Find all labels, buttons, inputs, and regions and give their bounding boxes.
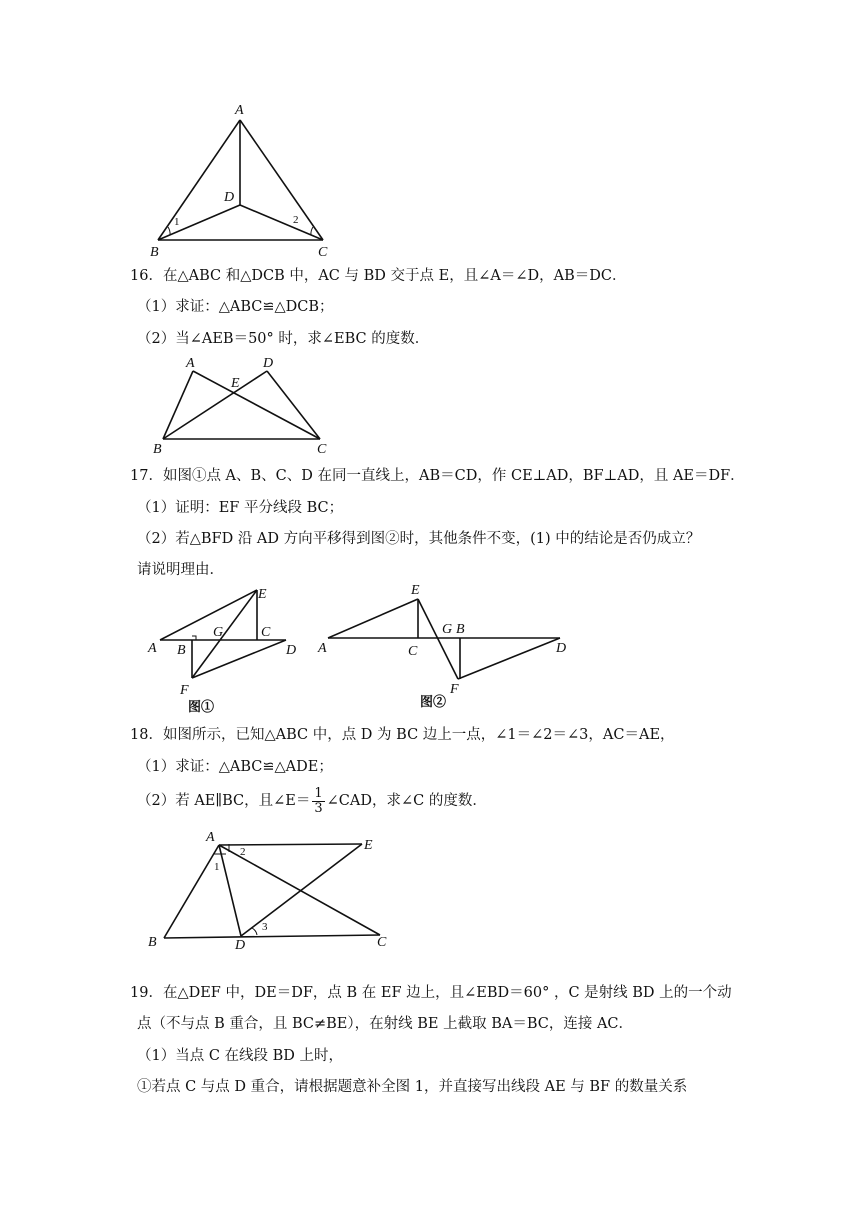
label-d: D	[235, 938, 246, 953]
label-c: C	[318, 245, 328, 260]
q18-part2-pre: （2）若 AE∥BC，且∠E＝	[137, 793, 311, 809]
angle-3-label: 3	[262, 921, 268, 933]
label-b: B	[456, 622, 465, 637]
q18-part2	[137, 786, 487, 816]
angle-1-label: 1	[174, 216, 180, 228]
q18-part1: （1）求证：△ABC≌△ADE；	[137, 759, 333, 775]
label-b: B	[153, 442, 162, 457]
label-b: B	[148, 935, 157, 950]
q19-stem: 19．在△DEF 中，DE＝DF，点 B 在 EF 边上，且∠EBD＝60° ，C 是射线 BD 上的一个动	[130, 985, 732, 1001]
label-c: C	[377, 935, 387, 950]
angle-2-label: 2	[240, 846, 246, 858]
label-f: F	[180, 683, 189, 698]
fig-caption-2: 图②	[420, 694, 447, 709]
q19-part1: （1）当点 C 在线段 BD 上时，	[137, 1048, 344, 1064]
label-d: D	[286, 643, 297, 658]
label-a: A	[186, 356, 195, 371]
label-b: B	[177, 643, 186, 658]
label-c: C	[317, 442, 327, 457]
q17-part1: （1）证明：EF 平分线段 BC；	[137, 500, 344, 516]
label-d: D	[556, 641, 567, 656]
label-c: C	[408, 644, 418, 659]
q19-stem-cont: 点（不与点 B 重合，且 BC≠BE），在射线 BE 上截取 BA＝BC，连接 AC．	[137, 1016, 634, 1032]
fraction-denominator: 3	[314, 800, 323, 816]
figure-q17-1	[140, 580, 310, 720]
q18-stem: 18．如图所示，已知△ABC 中，点 D 为 BC 边上一点，∠1＝∠2＝∠3，AC＝AE，	[130, 727, 675, 743]
figure-q15	[140, 98, 340, 260]
q16-part1: （1）求证：△ABC≌△DCB；	[137, 299, 334, 315]
q17-stem: 17．如图①点 A、B、C、D 在同一直线上，AB＝CD，作 CE⊥AD，BF⊥AD，且 AE＝DF．	[130, 468, 745, 484]
label-e: E	[411, 583, 420, 598]
q17-part2-cont: 请说明理由．	[137, 562, 224, 578]
label-e: E	[258, 587, 267, 602]
label-b: B	[150, 245, 159, 260]
fraction-numerator: 1	[314, 785, 323, 801]
q19-part1a: ①若点 C 与点 D 重合，请根据题意补全图 1，并直接写出线段 AE 与 BF 的数量关系	[137, 1079, 688, 1095]
label-f: F	[450, 682, 459, 697]
label-g: G	[213, 625, 224, 640]
angle-1-label: 1	[214, 861, 220, 873]
q18-part2-post: ∠CAD，求∠C 的度数．	[326, 793, 487, 809]
label-a: A	[206, 830, 215, 845]
q16-stem: 16．在△ABC 和△DCB 中，AC 与 BD 交于点 E，且∠A＝∠D，AB＝DC．	[130, 268, 627, 284]
label-e: E	[231, 376, 240, 391]
fraction-one-third	[312, 787, 324, 816]
label-d: D	[224, 190, 235, 205]
label-a: A	[148, 641, 157, 656]
figure-q18	[140, 822, 400, 957]
label-d: D	[263, 356, 274, 371]
label-g: G	[442, 622, 453, 637]
figure-q17-2	[310, 575, 580, 715]
label-e: E	[364, 838, 373, 853]
label-c: C	[261, 625, 271, 640]
q16-part2: （2）当∠AEB＝50° 时，求∠EBC 的度数．	[137, 331, 430, 347]
label-a: A	[318, 641, 327, 656]
angle-2-label: 2	[293, 214, 299, 226]
figure-q16	[145, 352, 345, 457]
q17-part2: （2）若△BFD 沿 AD 方向平移得到图②时，其他条件不变，(1) 中的结论是否仍成立？	[137, 531, 701, 547]
fig-caption-1: 图①	[188, 699, 215, 714]
label-a: A	[235, 103, 244, 118]
